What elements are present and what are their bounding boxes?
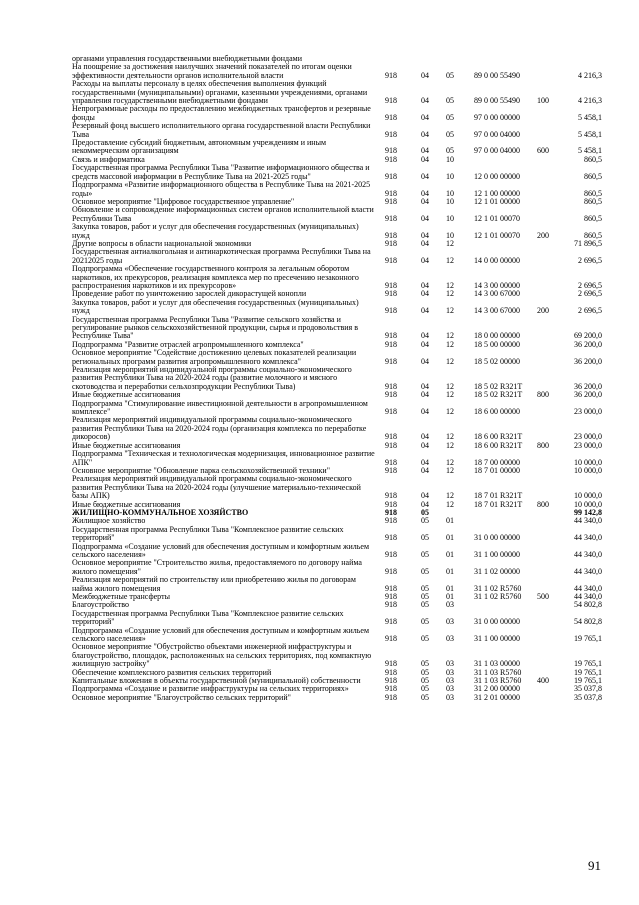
row-target-article: 18 5 02 00000 <box>474 356 520 366</box>
row-name: Другие вопросы в области национальной экономики <box>72 238 252 248</box>
row-subsection: 03 <box>446 676 454 686</box>
row-section: 05 <box>421 692 429 702</box>
row-amount: 35 037,8 <box>574 684 602 694</box>
row-section: 04 <box>421 440 429 450</box>
row-target-article: 18 5 02 R321Т <box>474 381 523 391</box>
row-name: Подпрограмма "Стимулирование инвестиционной деятельности в агропромышленном комплексе" <box>72 398 368 417</box>
row-ministry-code: 918 <box>385 154 397 164</box>
row-amount: 860,5 <box>584 154 602 164</box>
row-subsection: 10 <box>446 213 454 223</box>
row-target-article: 18 7 01 R321Т <box>474 491 523 501</box>
row-ministry-code: 918 <box>385 617 397 627</box>
row-name: Реализация мероприятий индивидуальной программы социально-экономического развития Республики Тыва на 2020-2024 годы (организация комплекса по переработке дикоросов) <box>72 415 367 442</box>
row-ministry-code: 918 <box>385 491 397 501</box>
row-name: Предоставление субсидий бюджетным, автономным учреждениям и иным некоммерческим организациям <box>72 138 327 156</box>
table-row <box>0 265 639 290</box>
row-amount: 44 340,0 <box>574 583 602 593</box>
row-ministry-code: 918 <box>385 667 397 677</box>
row-ministry-code: 918 <box>385 583 397 593</box>
row-target-article: 12 1 01 00000 <box>474 196 520 206</box>
row-target-article: 18 7 00 00000 <box>474 457 520 467</box>
row-name: Благоустройство <box>72 600 130 610</box>
table-row <box>0 475 639 500</box>
row-expense-type: 400 <box>537 676 549 686</box>
row-target-article: 14 3 00 67000 <box>474 306 520 316</box>
row-amount: 44 340,0 <box>574 592 602 601</box>
table-row <box>0 248 639 265</box>
row-amount: 5 458,1 <box>578 146 602 156</box>
row-target-article: 31 1 02 R5760 <box>474 583 522 593</box>
row-ministry-code: 918 <box>385 171 397 181</box>
row-section: 04 <box>421 188 429 198</box>
row-subsection: 10 <box>446 196 454 206</box>
row-section: 05 <box>421 549 429 559</box>
table-row <box>0 80 639 105</box>
row-ministry-code: 918 <box>385 213 397 223</box>
row-ministry-code: 918 <box>385 507 397 517</box>
row-ministry-code: 918 <box>385 659 397 669</box>
row-subsection: 03 <box>446 617 454 627</box>
row-amount: 36 200,0 <box>574 339 602 349</box>
row-subsection: 12 <box>446 440 454 450</box>
row-subsection: 10 <box>446 171 454 181</box>
row-target-article: 12 0 00 00000 <box>474 171 520 181</box>
row-subsection: 05 <box>446 129 454 139</box>
table-row <box>0 400 639 417</box>
row-target-article: 18 6 00 R321Т <box>474 440 523 450</box>
row-name: Реализация мероприятий индивидуальной программы социально-экономического развития Республики Тыва на 2020-2024 годы (развитие молочного и мясного скотоводства и переработки сельхозпродукции Республики Тыва) <box>72 365 352 391</box>
table-row <box>0 643 639 668</box>
row-section: 05 <box>421 667 429 677</box>
row-section: 04 <box>421 154 429 164</box>
row-section: 05 <box>421 684 429 694</box>
row-subsection: 01 <box>446 566 454 576</box>
row-name: Закупка товаров, работ и услуг для обеспечения государственных (муниципальных) нужд <box>72 297 359 316</box>
row-subsection: 01 <box>446 592 454 601</box>
row-target-article: 31 1 03 R5760 <box>474 667 522 677</box>
row-name: Жилищное хозяйство <box>72 516 146 526</box>
row-subsection: 12 <box>446 331 454 341</box>
row-subsection: 01 <box>446 583 454 593</box>
row-target-article: 18 5 00 00000 <box>474 339 520 349</box>
row-target-article: 31 1 03 R5760 <box>474 676 522 686</box>
row-subsection: 10 <box>446 188 454 198</box>
row-section: 04 <box>421 213 429 223</box>
row-section: 04 <box>421 465 429 475</box>
row-target-article: 12 1 01 00070 <box>474 230 520 240</box>
row-amount: 860,5 <box>584 196 602 206</box>
row-subsection: 12 <box>446 457 454 467</box>
row-name: Основное мероприятие "Обустройство объектами инженерной инфраструктуры и благоустройство, площадок, расположенных на сельских территориях, под компактную жилищную застройку" <box>72 642 372 669</box>
row-amount: 2 696,5 <box>578 306 602 316</box>
row-amount: 36 200,0 <box>574 356 602 366</box>
row-amount: 860,5 <box>584 230 602 240</box>
row-section: 04 <box>421 407 429 417</box>
row-section: 04 <box>421 70 429 80</box>
row-section: 05 <box>421 676 429 686</box>
row-section: 04 <box>421 112 429 122</box>
row-name: Проведение работ по уничтожению зарослей дикорастущей конопли <box>72 289 307 299</box>
row-expense-type: 800 <box>537 499 549 509</box>
row-subsection: 12 <box>446 306 454 316</box>
row-name: Иные бюджетные ассигнования <box>72 440 181 450</box>
table-row <box>0 316 639 341</box>
row-subsection: 12 <box>446 491 454 501</box>
row-section: 04 <box>421 306 429 316</box>
row-section: 04 <box>421 499 429 509</box>
row-amount: 10 000,0 <box>574 499 602 509</box>
row-ministry-code: 918 <box>385 70 397 80</box>
row-subsection: 12 <box>446 381 454 391</box>
row-section: 05 <box>421 600 429 610</box>
table-row <box>0 349 639 366</box>
row-section: 04 <box>421 432 429 442</box>
row-ministry-code: 918 <box>385 146 397 156</box>
row-name: Обновление и сопровождение информационных систем органов исполнительной власти Республики Тыва <box>72 205 374 223</box>
row-amount: 44 340,0 <box>574 549 602 559</box>
row-subsection: 03 <box>446 659 454 669</box>
row-amount: 2 696,5 <box>578 289 602 299</box>
row-amount: 4 216,3 <box>578 70 602 80</box>
row-ministry-code: 918 <box>385 238 397 248</box>
row-ministry-code: 918 <box>385 381 397 391</box>
row-section: 04 <box>421 356 429 366</box>
row-section: 04 <box>421 339 429 349</box>
row-ministry-code: 918 <box>385 230 397 240</box>
row-name: Иные бюджетные ассигнования <box>72 390 181 400</box>
row-subsection: 12 <box>446 390 454 400</box>
row-ministry-code: 918 <box>385 549 397 559</box>
row-subsection: 01 <box>446 549 454 559</box>
row-amount: 2 696,5 <box>578 280 602 290</box>
row-subsection: 03 <box>446 684 454 694</box>
row-name: Расходы на выплаты персоналу в целях обеспечения выполнения функций государственными (муниципальными) органами, казенными учреждениями, органами управления государственными внебюджетными фондами <box>72 79 368 106</box>
table-row <box>0 694 639 702</box>
row-ministry-code: 918 <box>385 96 397 106</box>
row-subsection: 05 <box>446 96 454 106</box>
row-subsection: 05 <box>446 146 454 156</box>
row-target-article: 31 1 00 00000 <box>474 634 520 644</box>
row-subsection: 10 <box>446 230 454 240</box>
row-section: 05 <box>421 634 429 644</box>
row-target-article: 12 1 01 00070 <box>474 213 520 223</box>
table-row <box>0 299 639 316</box>
row-ministry-code: 918 <box>385 289 397 299</box>
row-name: Подпрограмма «Создание и развитие инфраструктуры на сельских территориях» <box>72 684 349 694</box>
row-subsection: 12 <box>446 465 454 475</box>
row-subsection: 12 <box>446 339 454 349</box>
row-amount: 5 458,1 <box>578 112 602 122</box>
row-amount: 44 340,0 <box>574 566 602 576</box>
row-target-article: 31 2 01 00000 <box>474 692 520 702</box>
row-ministry-code: 918 <box>385 306 397 316</box>
row-section: 05 <box>421 566 429 576</box>
row-section: 05 <box>421 583 429 593</box>
row-ministry-code: 918 <box>385 112 397 122</box>
row-expense-type: 500 <box>537 592 549 601</box>
row-amount: 69 200,0 <box>574 331 602 341</box>
row-subsection: 12 <box>446 280 454 290</box>
row-amount: 10 000,0 <box>574 465 602 475</box>
row-subsection: 12 <box>446 407 454 417</box>
row-section: 04 <box>421 390 429 400</box>
row-target-article: 18 6 00 R321Т <box>474 432 523 442</box>
row-target-article: 12 1 00 00000 <box>474 188 520 198</box>
row-expense-type: 200 <box>537 306 549 316</box>
row-target-article: 31 1 02 00000 <box>474 566 520 576</box>
row-amount: 19 765,1 <box>574 634 602 644</box>
row-section: 04 <box>421 381 429 391</box>
row-target-article: 14 3 00 67000 <box>474 289 520 299</box>
row-name: Межбюджетные трансферты <box>72 592 170 601</box>
row-ministry-code: 918 <box>385 465 397 475</box>
row-ministry-code: 918 <box>385 684 397 694</box>
row-name: Подпрограмма «Создание условий для обеспечения доступным и комфортным жильем сельского населения» <box>72 541 370 559</box>
row-subsection: 03 <box>446 600 454 610</box>
row-section: 05 <box>421 533 429 543</box>
row-amount: 23 000,0 <box>574 407 602 417</box>
row-name: Подпрограмма "Развитие отраслей агропромышленного комплекса" <box>72 339 304 349</box>
row-amount: 44 340,0 <box>574 516 602 526</box>
row-ministry-code: 918 <box>385 331 397 341</box>
row-ministry-code: 918 <box>385 407 397 417</box>
row-name: Иные бюджетные ассигнования <box>72 499 181 509</box>
row-target-article: 18 6 00 00000 <box>474 407 520 417</box>
row-name: Основное мероприятие "Благоустройство сельских территорий" <box>72 692 291 702</box>
row-name: Государственная программа Республики Тыва "Комплексное развитие сельских территорий" <box>72 608 344 627</box>
row-ministry-code: 918 <box>385 196 397 206</box>
table-row <box>0 543 639 560</box>
row-ministry-code: 918 <box>385 356 397 366</box>
row-name: Подпрограмма «Создание условий для обеспечения доступным и комфортным жильем сельского населения» <box>72 625 370 644</box>
row-ministry-code: 918 <box>385 457 397 467</box>
row-ministry-code: 918 <box>385 676 397 686</box>
row-expense-type: 600 <box>537 146 549 156</box>
row-name: Резервный фонд высшего исполнительного органа государственной власти Республики Тыва <box>72 121 371 139</box>
row-section: 05 <box>421 516 429 526</box>
row-name: Подпрограмма "Техническая и технологическая модернизация, инновационное развитие АПК" <box>72 449 375 467</box>
row-name: Основное мероприятие "Цифровое государственное управление" <box>72 196 295 206</box>
row-amount: 54 802,8 <box>574 617 602 627</box>
row-subsection: 12 <box>446 238 454 248</box>
row-section: 04 <box>421 238 429 248</box>
row-expense-type: 800 <box>537 390 549 400</box>
row-section: 04 <box>421 331 429 341</box>
table-row <box>0 181 639 198</box>
row-ministry-code: 918 <box>385 432 397 442</box>
row-name: Государственная программа Республики Тыва "Развитие сельского хозяйства и регулирование рынков сельскохозяйственной продукции, сырья и продовольствия в Республике Тыва" <box>72 314 358 341</box>
row-amount: 860,5 <box>584 213 602 223</box>
row-target-article: 18 7 01 R321Т <box>474 499 523 509</box>
table-row <box>0 105 639 122</box>
row-name: Основное мероприятие "Строительство жилья, предоставляемого по договору найма жилого помещения" <box>72 558 362 576</box>
row-subsection: 05 <box>446 112 454 122</box>
row-amount: 860,5 <box>584 171 602 181</box>
row-name: Капитальные вложения в объекты государственной (муниципальной) собственности <box>72 676 361 686</box>
row-section: 04 <box>421 255 429 265</box>
row-amount: 35 037,8 <box>574 692 602 702</box>
row-target-article: 14 3 00 00000 <box>474 280 520 290</box>
row-expense-type: 800 <box>537 440 549 450</box>
table-row <box>0 63 639 80</box>
row-ministry-code: 918 <box>385 634 397 644</box>
table-row <box>0 559 639 576</box>
row-amount: 23 000,0 <box>574 432 602 442</box>
row-section: 05 <box>421 592 429 601</box>
row-target-article: 89 0 00 55490 <box>474 96 520 106</box>
row-amount: 36 200,0 <box>574 390 602 400</box>
row-section: 04 <box>421 289 429 299</box>
row-amount: 44 340,0 <box>574 533 602 543</box>
table-row <box>0 610 639 627</box>
row-amount: 71 896,5 <box>574 238 602 248</box>
row-name: Подпрограмма «Развитие информационного общества в Республике Тыва на 2021-2025 годы» <box>72 180 371 198</box>
row-ministry-code: 918 <box>385 129 397 139</box>
row-subsection: 05 <box>446 70 454 80</box>
row-section: 05 <box>421 659 429 669</box>
row-target-article: 14 0 00 00000 <box>474 255 520 265</box>
row-ministry-code: 918 <box>385 390 397 400</box>
row-ministry-code: 918 <box>385 692 397 702</box>
table-row <box>0 450 639 467</box>
row-subsection: 03 <box>446 634 454 644</box>
row-ministry-code: 918 <box>385 188 397 198</box>
row-name: Непрограммные расходы по предоставлению межбюджетных трансфертов и резервные фонды <box>72 104 371 122</box>
row-target-article: 31 1 00 00000 <box>474 549 520 559</box>
table-row <box>0 416 639 441</box>
row-subsection: 12 <box>446 432 454 442</box>
row-subsection: 12 <box>446 499 454 509</box>
row-ministry-code: 918 <box>385 255 397 265</box>
row-section: 04 <box>421 457 429 467</box>
table-row <box>0 206 639 223</box>
row-target-article: 97 0 00 04000 <box>474 129 520 139</box>
table-row <box>0 139 639 156</box>
row-amount: 19 765,1 <box>574 676 602 686</box>
row-name: Реализация мероприятий по строительству или приобретению жилья по договорам найма жилого помещения <box>72 575 356 593</box>
table-row <box>0 366 639 391</box>
row-expense-type: 100 <box>537 96 549 106</box>
row-amount: 54 802,8 <box>574 600 602 610</box>
row-subsection: 03 <box>446 667 454 677</box>
row-subsection: 01 <box>446 516 454 526</box>
row-section: 04 <box>421 171 429 181</box>
row-name: Подпрограмма «Обеспечение государственного контроля за легальным оборотом наркотиков, их прекурсоров, реализация комплекса мер по пресечению незаконного распространения наркотиков и их прекурсоров» <box>72 264 359 290</box>
row-section: 05 <box>421 507 429 517</box>
row-ministry-code: 918 <box>385 339 397 349</box>
row-subsection: 03 <box>446 692 454 702</box>
row-name: Обеспечение комплексного развития сельских территорий <box>72 667 272 677</box>
row-ministry-code: 918 <box>385 600 397 610</box>
row-subsection: 12 <box>446 289 454 299</box>
row-amount: 5 458,1 <box>578 129 602 139</box>
row-target-article: 31 0 00 00000 <box>474 533 520 543</box>
row-name: Государственная программа Республики Тыва "Развитие информационного общества и средств массовой информации в Республике Тыва на 2021-2025 годы" <box>72 163 370 181</box>
row-ministry-code: 918 <box>385 516 397 526</box>
row-amount: 2 696,5 <box>578 255 602 265</box>
table-row <box>0 526 639 543</box>
row-amount: 860,5 <box>584 188 602 198</box>
row-target-article: 31 1 02 R5760 <box>474 592 522 601</box>
row-name: Основное мероприятие "Содействие достижению целевых показателей реализации региональных программ развития агропромышленного комплекса" <box>72 348 357 366</box>
row-target-article: 31 1 03 00000 <box>474 659 520 669</box>
row-section: 04 <box>421 280 429 290</box>
row-target-article: 18 7 01 00000 <box>474 465 520 475</box>
row-section: 05 <box>421 617 429 627</box>
row-ministry-code: 918 <box>385 533 397 543</box>
row-target-article: 18 5 02 R321Т <box>474 390 523 400</box>
row-ministry-code: 918 <box>385 280 397 290</box>
row-section: 04 <box>421 146 429 156</box>
row-amount: 23 000,0 <box>574 440 602 450</box>
row-name: Основное мероприятие "Обновление парка сельскохозяйственной техники" <box>72 465 330 475</box>
row-section: 04 <box>421 491 429 501</box>
row-amount: 10 000,0 <box>574 457 602 467</box>
table-row <box>0 223 639 240</box>
row-target-article: 97 0 00 00000 <box>474 112 520 122</box>
row-amount: 4 216,3 <box>578 96 602 106</box>
row-target-article: 97 0 00 04000 <box>474 146 520 156</box>
row-name: На поощрение за достижения наилучших значений показателей по итогам оценки эффективности деятельности органов исполнительной власти <box>72 62 352 80</box>
page-number: 91 <box>588 858 601 873</box>
row-ministry-code: 918 <box>385 566 397 576</box>
row-subsection: 12 <box>446 255 454 265</box>
row-amount: 99 142,8 <box>574 507 602 517</box>
table-row <box>0 576 639 593</box>
row-ministry-code: 918 <box>385 499 397 509</box>
row-subsection: 01 <box>446 533 454 543</box>
row-ministry-code: 918 <box>385 592 397 601</box>
row-amount: 36 200,0 <box>574 381 602 391</box>
row-section: 04 <box>421 230 429 240</box>
row-name: Связь и информатика <box>72 154 145 164</box>
row-section: 04 <box>421 96 429 106</box>
row-amount: 10 000,0 <box>574 491 602 501</box>
row-name: органами управления государственными внебюджетными фондами <box>72 54 302 63</box>
row-expense-type: 200 <box>537 230 549 240</box>
row-name: Реализация мероприятий индивидуальной программы социально-экономического развития Республики Тыва на 2020-2024 годы (улучшение материально-технической базы АПК) <box>72 474 361 501</box>
table-row <box>0 627 639 644</box>
row-amount: 19 765,1 <box>574 659 602 669</box>
row-subsection: 10 <box>446 154 454 164</box>
row-name: ЖИЛИЩНО-КОММУНАЛЬНОЕ ХОЗЯЙСТВО <box>72 507 249 517</box>
row-target-article: 31 0 00 00000 <box>474 617 520 627</box>
budget-table <box>0 55 639 702</box>
row-section: 04 <box>421 196 429 206</box>
row-ministry-code: 918 <box>385 440 397 450</box>
row-target-article: 31 2 00 00000 <box>474 684 520 694</box>
table-row <box>0 122 639 139</box>
row-target-article: 89 0 00 55490 <box>474 70 520 80</box>
table-row <box>0 164 639 181</box>
row-subsection: 12 <box>446 356 454 366</box>
row-amount: 19 765,1 <box>574 667 602 677</box>
row-name: Закупка товаров, работ и услуг для обеспечения государственных (муниципальных) нужд <box>72 222 359 240</box>
row-name: Государственная антиалкогольная и антинаркотическая программа Республики Тыва на 20212025 годы <box>72 247 371 265</box>
row-name: Государственная программа Республики Тыва "Комплексное развитие сельских территорий" <box>72 524 344 543</box>
row-section: 04 <box>421 129 429 139</box>
row-target-article: 18 0 00 00000 <box>474 331 520 341</box>
